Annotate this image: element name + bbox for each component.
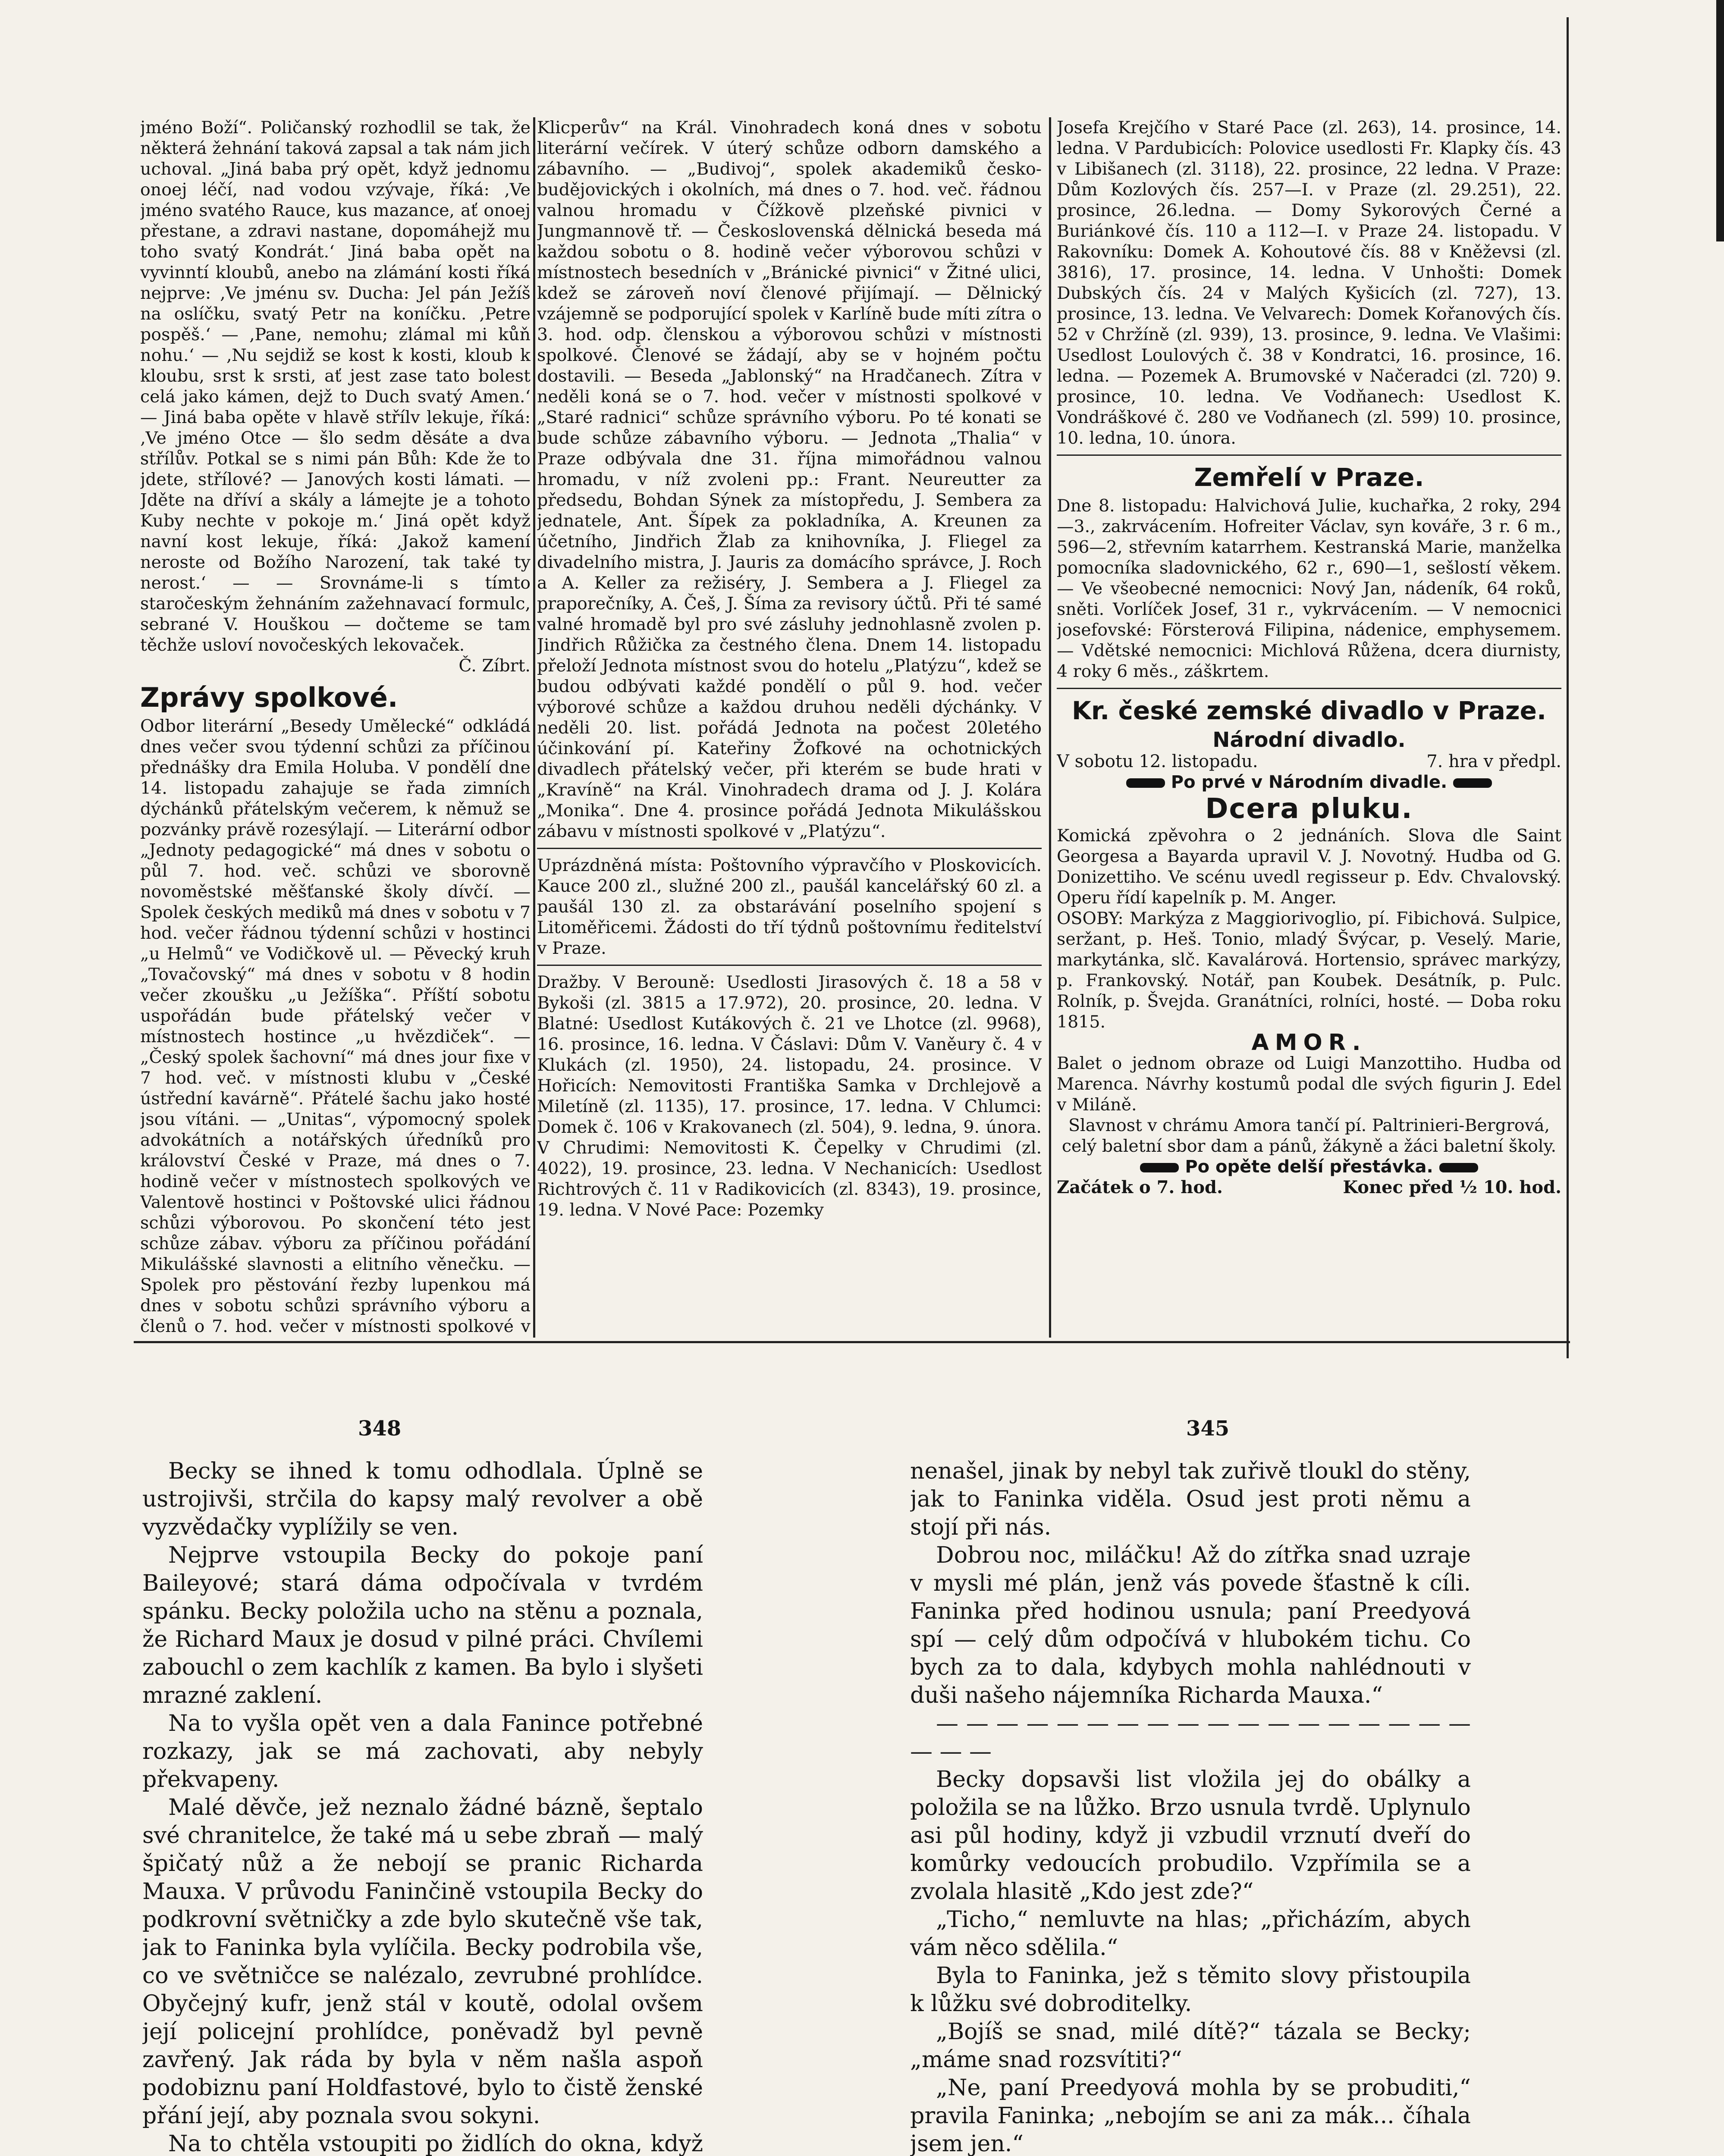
- novel-paragraph: Dobrou noc, miláčku! Až do zítřka snad uzraje v mysli mé plán, jenž vás povede šťastně k cíli. Faninka před hodinou usnula; paní Preedyová spí — celý dům odpočívá v hlubokém tichu. Co bych za to dala, kdybych mohla nahlédnouti v duši našeho nájemníka Richarda Mauxa.“: [910, 1542, 1471, 1708]
- pointing-hand-icon: [1126, 778, 1165, 788]
- novel-paragraph: Nejprve vstoupila Becky do pokoje paní Baileyové; stará dáma odpočívala v tvrdém spánku. Becky položila ucho na stěnu a poznala, že Richard Maux je dosud v pilné práci. Chvílemi zabouchl o zem kachlík z kamen. Ba bylo i slyšeti mrazné zaklení.: [142, 1542, 703, 1708]
- novel-paragraph: Na to chtěla vstoupiti po židlích do okna, když: [168, 2131, 703, 2156]
- theatre-date: V sobotu 12. listopadu.: [1057, 752, 1258, 771]
- theatre-subscription: 7. hra v předpl.: [1426, 752, 1561, 771]
- folklore-article-text: jméno Boží“. Poličanský rozhodlil se tak, že některá žehnání taková zapsal a tak nám jich uchoval. „Jiná baba prý opět, když jednomu onoej léčí, nad vodou vzývaje, říká: ‚Ve jméno svatého Rauce, kus mazance, ať onoej přestane, a zdravi nastane, dopomáhejž mu toho svatý Kondrát.‘ Jiná baba opět na vyvinntí kloubů, anebo na zlámání kosti říká nejprve: ‚Ve jménu sv. Ducha: Jel pán Ježíš na oslíčku, svatý Petr na koníčku. ‚Petre pospěš.‘ — ‚Pane, nemohu; zlámal mi kůň nohu.‘ — ‚Nu sejdiž se kost k kosti, kloub k kloubu, srst k srsti, ať jest zase tato bolest celá jako kámen, dejž to Duch svatý Amen.‘ — Jiná baba opěte v hlavě střílv lekuje, říká: ‚Ve jméno Otce — šlo sedm děsáte a dva střílův. Potkal se s nimi pán Bůh: Kde že to jdete, střílové? — Janových kosti lámati. — Jděte na dříví a skály a lámejte je a tohoto Kuby nechte v pokoje m.‘ Jiná opět když navní kost lekuje, říká: ‚Jakož kamení neroste od Božího Narození, tak také ty nerost.‘ — — Srovnáme-li s tímto staročeským žehnáním zažehnavací formulc, sebrané V. Houškou — dočteme se tam těchže usloví novočeských lekovaček.: [140, 118, 531, 655]
- auctions-text: Dražby. V Berouně: Usedlosti Jirasových č. 18 a 58 v Bykoši (zl. 3815 a 17.972), 20. prosince, 20. ledna. V Blatné: Usedlost Kutákových č. 21 ve Lhotce (zl. 9968), 16. prosince, 16. ledna. V Čáslavi: Dům V. Vaněury č. 4 v Klukách (zl. 1950), 24. listopadu, 24. prosince. V Hořicích: Nemovitosti Františka Samka v Drchlejově a Miletíně (zl. 1135), 17. prosince, 17. ledna. V Chlumci: Domek č. 106 v Krakovanech (zl. 504), 9. ledna, 9. února. V Chrudimi: Nemovitosti K. Čepelky v Chrudimi (zl. 4022), 19. prosince, 23. ledna. V Nechanicích: Usedlost Richtrových č. 11 v Radikovicích (zl. 8343), 19. prosince, 19. ledna. V Nové Pace: Pozemky: [537, 972, 1042, 1220]
- page-edge-shadow: [1716, 0, 1724, 241]
- club-news-continued: Klicperův“ na Král. Vinohradech koná dnes v sobotu literární večírek. V úterý schůze odborn damského a zábavního. — „Budivoj“, spolek akademiků česko-budějovických i okolních, má dnes o 7. hod. več. řádnou valnou hromadu v Čížkově plzeňské pivnici v Jungmannově tř. — Československá dělnická beseda má každou sobotu o 8. hodině večer výborovou schůzi v místnostech besedních v „Bránické pivnici“ v Žitné ulici, kdež se zároveň noví členové přijímají. — Dělnický vzájemně se podporující spolek v Karlíně bude míti zítra o 3. hod. odp. členskou a výborovou schůzi v místnosti spolkové. Členové se žádají, aby se v hojném počtu dostavili. — Beseda „Jablonský“ na Hradčanech. Zítra v neděli koná se o 7. hod. večer v místnosti spolkové v „Staré radnici“ schůze správního výboru. Po té konati se bude schůze zábavního výboru. — Jednota „Thalia“ v Praze odbývala dne 31. října mimořádnou valnou hromadu, v níž zvoleni pp.: Frant. Neureutter za předsedu, Bohdan Sýnek za místopředu, J. Sembera za jednatele, Ant. Šípek za pokladníka, A. Kreunen za účetního, Jindřich Žlab za knihovníka, J. Fliegel za divadelního mistra, J. Jauris za domácího správce, J. Roch a A. Keller za režiséry, J. Sembera a J. Fliegel za praporečníky, A. Češ, J. Šíma za revisory účtů. Při té samé valné hromadě byl pro své zásluhy jednohlasně zvolen p. Jindřich Růžička za čestného člena. Dnem 14. listopadu přeloží Jednota místnost svou do hotelu „Platýzu“, kdež se budou odbývati každé pondělí o půl 9. hod. večer výborové schůze a každou druhou neděli dýchánky. V neděli 20. list. pořádá Jednota na počest 20letého účinkování pí. Kateřiny Žofkové na ochotnických divadlech přátelský večer, při kterém se bude hrati v „Kravíně“ na Král. Vinohradech drama od J. J. Kolára „Monika“. Dne 4. prosince pořádá Jednota Mikulášskou zábavu v místnosti spolkové v „Platýzu“.: [537, 118, 1042, 841]
- ballet-description: Balet o jednom obraze od Luigi Manzottiho. Hudba od Marenca. Návrhy kostumů podal dle svých figurin J. Edel v Miláně.: [1057, 1053, 1561, 1115]
- section-rule: [537, 848, 1042, 849]
- auctions-continued: Josefa Krejčího v Staré Pace (zl. 263), 14. prosince, 14. ledna. V Pardubicích: Polovice usedlosti Fr. Klapky čís. 43 v Libišanech (zl. 3118), 22. prosince, 22 ledna. V Praze: Dům Kozlových čís. 257—I. v Praze (zl. 29.251), 22. prosince, 26.ledna. — Domy Sykorových Černé a Buriánkové čís. 110 a 112—I. v Praze 24. listopadu. V Rakovníku: Domek A. Kohoutové čís. 88 v Kněževsi (zl. 3816), 17. prosince, 14. ledna. V Unhošti: Domek Dubských čís. 24 v Malých Kyšicích (zl. 727), 13. prosince, 13. ledna. Ve Velvarech: Domek Kořanových čís. 52 v Chržíně (zl. 939), 13. prosince, 9. ledna. Ve Vlašimi: Usedlost Loulových č. 38 v Kondratci, 16. prosince, 16. ledna. — Pozemek A. Brumovské v Načeradci (zl. 720) 9. prosince, 10. ledna. Ve Vodňanech: Usedlost K. Vondráškové č. 280 ve Vodňanech (zl. 599) 10. prosince, 10. ledna, 10. února.: [1057, 118, 1561, 448]
- section-rule: [1057, 454, 1561, 456]
- novel-paragraph: „Ticho,“ nemluvte na hlas; „přicházím, abych vám něco sdělila.“: [910, 1907, 1471, 1961]
- show-times: [1057, 1177, 1561, 1198]
- section-rule: [537, 965, 1042, 966]
- opera-description: Komická zpěvohra o 2 jednáních. Slova dle Saint Georgesa a Bayarda upravil V. J. Novotný. Hudba od G. Donizettiho. Ve scénu uvedl regisseur p. Edv. Chvalovský. Operu řídí kapelník p. M. Anger.: [1057, 826, 1561, 908]
- page-number-right: 345: [1186, 1416, 1230, 1441]
- pointing-hand-icon: [1439, 1163, 1478, 1172]
- vacancies-text: Uprázdněná místa: Poštovního výpravčího v Ploskovicích. Kauce 200 zl., služné 200 zl., paušál kancelářský 60 zl. a paušál 130 zl. za obstarávání poselního spojení s Litoměřicemi. Žádosti do tří týdnů poštovnímu ředitelství v Praze.: [537, 856, 1042, 958]
- column-left: [140, 117, 531, 1338]
- club-news-heading: Zprávy spolkové.: [140, 682, 398, 713]
- column-right: [1057, 117, 1561, 1338]
- novel-paragraph: „Bojíš se snad, milé dítě?“ tázala se Becky; „máme snad rozsvítiti?“: [910, 2019, 1471, 2073]
- novel-text-left: [142, 1457, 703, 2156]
- column-divider: [533, 117, 535, 1338]
- section-rule: [1057, 688, 1561, 689]
- novel-paragraph: Malé děvče, jež neznalo žádné bázně, šeptalo své chranitelce, že také má u sebe zbraň — malý špičatý nůž a že nebojí se pranic Richarda Mauxa. V průvodu Faninčině vstoupila Becky do podkrovní světničky a zde bylo skutečně vše tak, jak to Faninka byla vylíčila. Becky podrobila vše, co ve světničce se nalézalo, zevrubné prohlídce. Obyčejný kufr, jenž stál v koutě, odolal ovšem její policejní prohlídce, poněvadž byl pevně zavřený. Jak ráda by byla v něm našla aspoň podobiznu paní Holdfastové, bylo to čistě ženské přání její, aby poznala svou sokyni.: [142, 1795, 703, 2129]
- column-middle: [537, 117, 1042, 1338]
- right-frame-line: [1567, 17, 1569, 1358]
- bottom-frame-line: [134, 1341, 1570, 1343]
- theatre-date-row: [1057, 751, 1561, 772]
- column-divider: [1049, 117, 1051, 1338]
- pointing-hand-icon: [1453, 778, 1492, 788]
- novel-paragraph: Byla to Faninka, jež s těmito slovy přistoupila k lůžku své dobroditelky.: [910, 1963, 1471, 2017]
- pointing-hand-icon: [1140, 1163, 1179, 1172]
- novel-paragraph: nenašel, jinak by nebyl tak zuřivě tloukl do stěny, jak to Faninka viděla. Osud jest proti němu a stojí při nás.: [910, 1458, 1471, 1540]
- novel-paragraph: Na to vyšla opět ven a dala Fanince potřebné rozkazy, jak se má zachovati, aby nebyly překvapeny.: [142, 1711, 703, 1792]
- theatre-subheading: Národní divadlo.: [1212, 728, 1406, 752]
- page-number-left: 348: [358, 1416, 402, 1441]
- article-signature: Č. Zíbrt.: [458, 656, 531, 676]
- ballet-title: AMOR.: [1251, 1030, 1367, 1056]
- deaths-heading: Zemřelí v Praze.: [1194, 463, 1424, 492]
- club-news-text: Odbor literární „Besedy Umělecké“ odkládá dnes večer svou týdenní schůzi za příčinou přednášky dra Emila Holuba. V pondělí dne 14. listopadu zahajuje se řada zimních dýchánků přátelským večerem, k němuž se pozvánky právě rozesýlají. — Literární odbor „Jednoty pedagogické“ má dnes v sobotu o půl 7. hod. več. schůzi ve sborovně novoměstské měšťanské školy dívčí. — Spolek českých mediků má dnes v sobotu v 7 hod. večer řádnou týdenní schůzi v hostinci „u Helmů“ ve Vodičkově ul. — Pěvecký kruh „Tovačovský“ má dnes v sobotu v 8 hodin večer zkoušku „u Ježíška“. Příští sobotu uspořádán bude přátelský večer v místnostech hostince „u hvězdiček“. — „Český spolek šachovní“ má dnes jour fixe v 7 hod. več. v místnosti klubu v „České ústřední kavárně“. Přátelé šachu jako hosté jsou vítáni. — „Unitas“, výpomocný spolek advokátních a notářských úředníků pro království České v Praze, má dnes o 7. hodině večer v místnostech spolkových ve Valentově hostinci v Poštovské ulici řádnou schůzi výborovou. Po skončení této jest schůze zábav. výboru za příčinou pořádání Mikulášské slavnosti a elitního věnečku. — Spolek pro pěstování řezby lupenkou má dnes v sobotu schůzi správního výboru a členů o 7. hod. večer v místnosti spolkové v: [140, 716, 531, 1336]
- novel-paragraph: „Ne, paní Preedyová mohla by se probuditi,“ pravila Faninka; „nebojím se ani za mák... číhala jsem jen.“: [910, 2075, 1471, 2156]
- novel-paragraph: — — — — — — — — — — — — — — — — — — — — —: [910, 1711, 1471, 1764]
- ballet-text: Slavnost v chrámu Amora tančí pí. Paltrinieri-Bergrová, celý baletní sbor dam a pánů, žákyně a žáci baletní školy.: [1061, 1116, 1557, 1156]
- novel-paragraph: Becky dopsavši list vložila jej do obálky a položila se na lůžko. Brzo usnula tvrdě. Uplynulo asi půl hodiny, když ji vzbudil vrznutí dveří do komůrky vedoucích probudilo. Vzpřímila se a zvolala hlasitě „Kdo jest zde?“: [910, 1767, 1471, 1905]
- theatre-heading: Kr. české zemské divadlo v Praze.: [1071, 696, 1547, 725]
- intermission-line: Po opěte delší přestávka.: [1057, 1156, 1561, 1177]
- novel-text-right: [910, 1457, 1471, 2156]
- opera-cast: OSOBY: Markýza z Maggiorivoglio, pí. Fibichová. Sulpice, seržant, p. Heš. Tonio, mladý Švýcar, p. Veselý. Marie, markytánka, slč. Kavalárová. Hortensio, správec markýzy, p. Frankovský. Notář, pan Koubek. Desátník, p. Pulc. Rolník, p. Švejda. Granátníci, rolníci, hosté. — Doba roku 1815.: [1057, 909, 1561, 1032]
- show-end: Konec před ½ 10. hod.: [1343, 1177, 1561, 1197]
- novel-paragraph: Becky se ihned k tomu odhodlala. Úplně se ustrojivši, strčila do kapsy malý revolver a obě vyzvědačky vyplížily se ven.: [142, 1458, 703, 1540]
- show-start: Začátek o 7. hod.: [1057, 1177, 1223, 1197]
- opera-title: Dcera pluku.: [1205, 793, 1413, 825]
- deaths-text: Dne 8. listopadu: Halvichová Julie, kuchařka, 2 roky, 294—3., zakrvácením. Hofreiter Václav, syn kováře, 3 r. 6 m., 596—2, střevním katarrhem. Kestranská Marie, manželka pomocníka sladovnického, 62 r., 690—1, sešlostí věkem. — Ve všeobecné nemocnici: Nový Jan, nádeník, 64 roků, sněti. Vorlíček Josef, 31 r., vykrvácením. — V nemocnici josefovské: Försterová Filipina, nádenice, emphysemem. — Vdětské nemocnici: Michlová Růžena, dcera diurnisty, 4 roky 6 měs., záškrtem.: [1057, 496, 1561, 681]
- first-performance-line: Po prvé v Národním divadle.: [1057, 772, 1561, 793]
